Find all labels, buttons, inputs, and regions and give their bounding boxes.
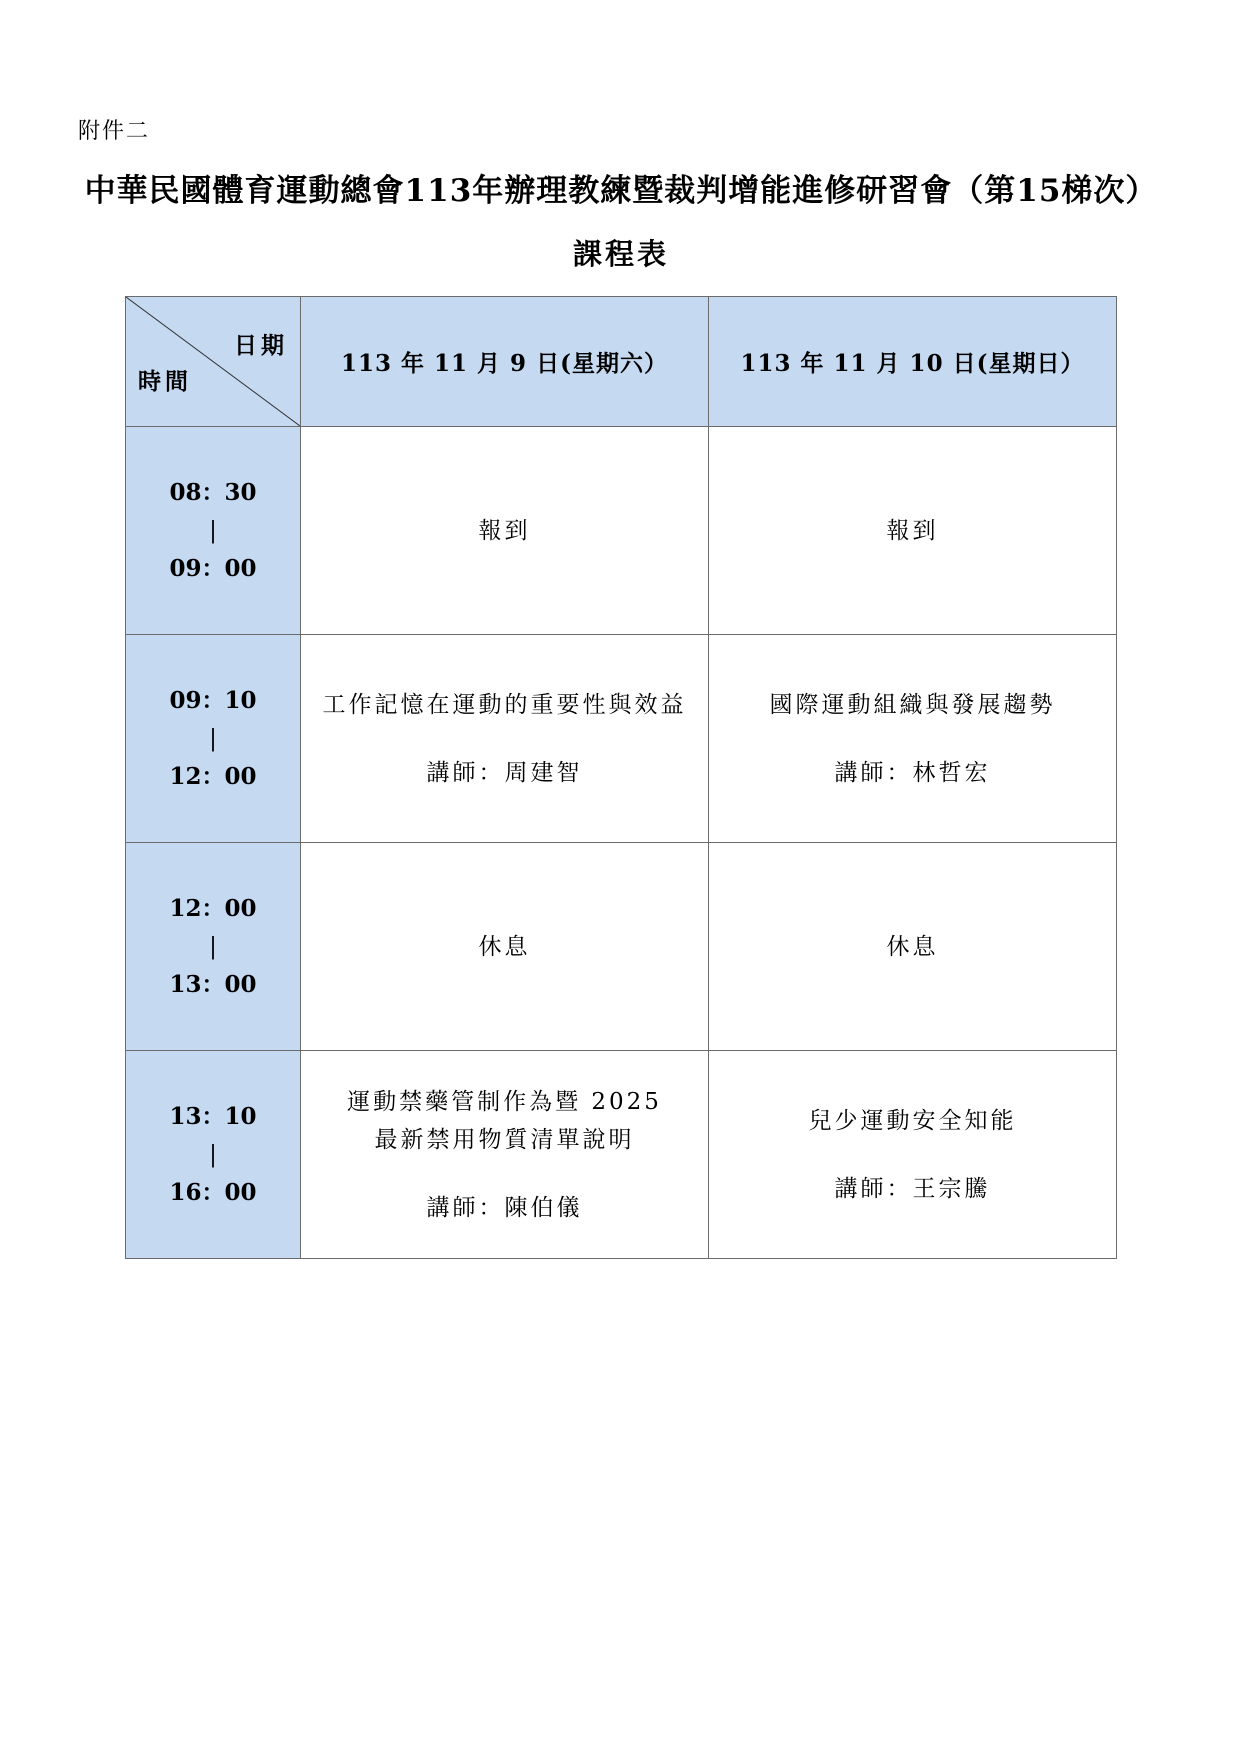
session-lecturer: 講師：王宗騰 — [834, 1175, 991, 1202]
time-slot-cell — [126, 843, 301, 1051]
time-axis-label: 時間 — [138, 368, 192, 395]
document-subtitle: 課程表 — [572, 237, 669, 271]
session-cell — [709, 843, 1117, 1051]
time-end: 13：00 — [169, 970, 257, 998]
time-end: 12：00 — [169, 762, 257, 790]
time-separator: | — [209, 725, 217, 752]
session-cell — [709, 1051, 1117, 1259]
session-cell — [301, 635, 709, 843]
session-lecturer: 講師：林哲宏 — [834, 759, 991, 786]
time-slot-cell — [126, 635, 301, 843]
session-topic: 工作記憶在運動的重要性與效益 — [322, 691, 687, 718]
session-lecturer: 講師：陳伯儀 — [426, 1194, 583, 1221]
session-topic: 運動禁藥管制作為暨 2025 最新禁用物質清單說明 — [347, 1088, 662, 1153]
corner-header-cell — [126, 297, 301, 427]
date-axis-label: 日期 — [234, 332, 288, 359]
table-row — [126, 635, 1117, 843]
day-header-1: 113 年 11 月 9 日(星期六） — [301, 297, 709, 427]
time-start: 08：30 — [169, 478, 257, 506]
session-cell — [709, 635, 1117, 843]
table-row — [126, 427, 1117, 635]
table-header-row — [126, 297, 1117, 427]
session-cell — [301, 843, 709, 1051]
time-separator: | — [209, 933, 217, 960]
time-slot-cell — [126, 427, 301, 635]
session-topic: 休息 — [886, 933, 939, 960]
session-cell — [301, 1051, 709, 1259]
session-cell — [301, 427, 709, 635]
time-end: 16：00 — [169, 1178, 257, 1206]
session-cell — [709, 427, 1117, 635]
session-topic: 報到 — [478, 517, 531, 544]
time-separator: | — [209, 517, 217, 544]
document-title: 中華民國體育運動總會113年辦理教練暨裁判增能進修研習會（第15梯次） — [84, 173, 1158, 209]
time-start: 12：00 — [169, 894, 257, 922]
table-row — [126, 1051, 1117, 1259]
time-slot-cell — [126, 1051, 301, 1259]
time-end: 09：00 — [169, 554, 257, 582]
session-topic: 國際運動組織與發展趨勢 — [769, 691, 1056, 718]
session-topic: 兒少運動安全知能 — [808, 1107, 1017, 1134]
schedule-table — [125, 296, 1117, 1259]
session-lecturer: 講師：周建智 — [426, 759, 583, 786]
attachment-label: 附件二 — [78, 119, 151, 144]
session-topic: 休息 — [478, 933, 531, 960]
day-header-2: 113 年 11 月 10 日(星期日） — [709, 297, 1117, 427]
session-topic: 報到 — [886, 517, 939, 544]
table-row — [126, 843, 1117, 1051]
time-start: 09：10 — [169, 686, 257, 714]
time-start: 13：10 — [169, 1102, 257, 1130]
diagonal-divider — [126, 297, 300, 426]
time-separator: | — [209, 1141, 217, 1168]
